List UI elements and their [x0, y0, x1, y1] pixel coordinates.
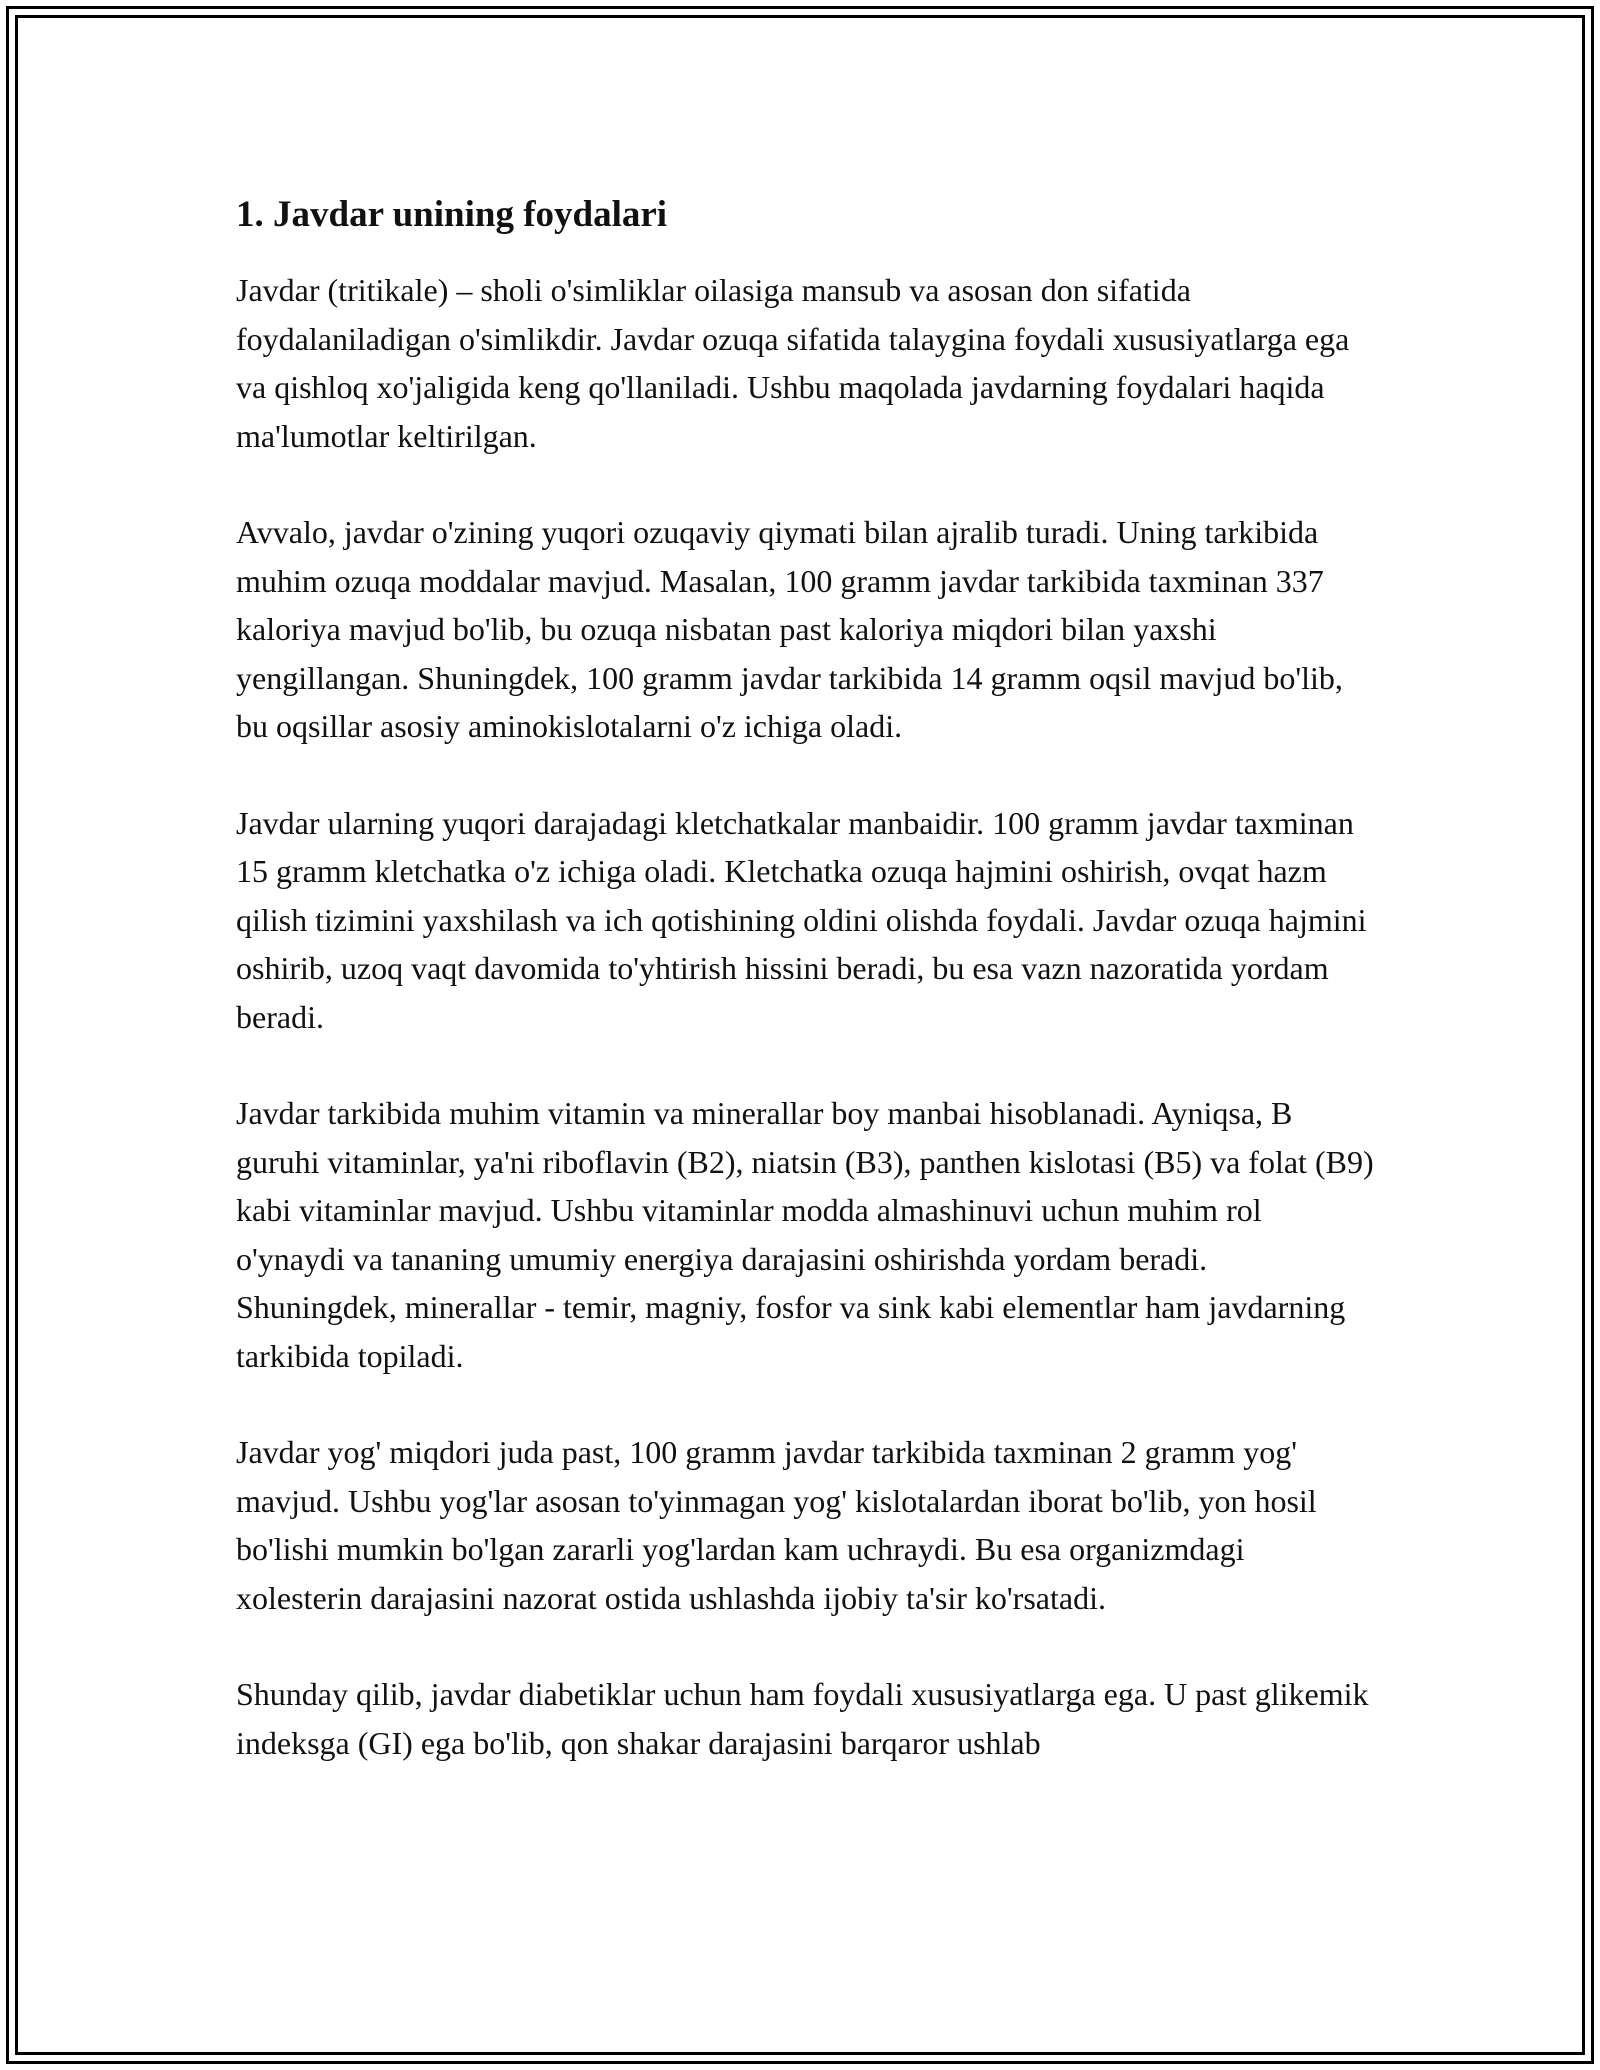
document-body — [236, 190, 1376, 1815]
paragraph-diabetes: Shunday qilib, javdar diabetiklar uchun ham foydali xususiyatlarga ega. U past glikemik indeksga (GI) ega bo'lib, qon shakar darajasini barqaror ushlab — [236, 1676, 1369, 1761]
paragraph-vitamins: Javdar tarkibida muhim vitamin va minerallar boy manbai hisoblanadi. Ayniqsa, B guruhi vitaminlar, ya'ni riboflavin (B2), niatsin (B3), panthen kislotasi (B5) va folat (B9) kabi vitaminlar mavjud. Ushbu vitaminlar modda almashinuvi uchun muhim rol o'ynaydi va tananing umumiy energiya darajasini oshirishda yordam beradi. Shuningdek, minerallar - temir, magniy, fosfor va sink kabi elementlar ham javdarning tarkibida topiladi. — [236, 1095, 1374, 1374]
paragraph-fat: Javdar yog' miqdori juda past, 100 gramm javdar tarkibida taxminan 2 gramm yog' mavjud. Ushbu yog'lar asosan to'yinmagan yog' kislotalardan iborat bo'lib, yon hosil bo'lishi mumkin bo'lgan zararli yog'lardan kam uchraydi. Bu esa organizmdagi xolesterin darajasini nazorat ostida ushlashda ijobiy ta'sir ko'rsatadi. — [236, 1434, 1317, 1616]
paragraph-nutrition: Avvalo, javdar o'zining yuqori ozuqaviy qiymati bilan ajralib turadi. Uning tarkibida muhim ozuqa moddalar mavjud. Masalan, 100 gramm javdar tarkibida taxminan 337 kaloriya mavjud bo'lib, bu ozuqa nisbatan past kaloriya miqdori bilan yaxshi yengillangan. Shuningdek, 100 gramm javdar tarkibida 14 gramm oqsil mavjud bo'lib, bu oqsillar asosiy aminokislotalarni o'z ichiga oladi. — [236, 514, 1343, 744]
paragraph-fiber: Javdar ularning yuqori darajadagi kletchatkalar manbaidir. 100 gramm javdar taxminan 15 gramm kletchatka o'z ichiga oladi. Kletchatka ozuqa hajmini oshirish, ovqat hazm qilish tizimini yaxshilash va ich qotishining oldini olishda foydali. Javdar ozuqa hajmini oshirib, uzoq vaqt davomida to'yhtirish hissini beradi, bu esa vazn nazoratida yordam beradi. — [236, 804, 1367, 1035]
document-title: 1. Javdar unining foydalari — [236, 194, 668, 235]
paragraph-intro: Javdar (tritikale) – sholi o'simliklar oilasiga mansub va asosan don sifatida foydalaniladigan o'simlikdir. Javdar ozuqa sifatida talaygina foydali xususiyatlarga ega va qishloq xo'jaligida keng qo'llaniladi. Ushbu maqolada javdarning foydalari haqida ma'lumotlar keltirilgan. — [236, 272, 1350, 454]
